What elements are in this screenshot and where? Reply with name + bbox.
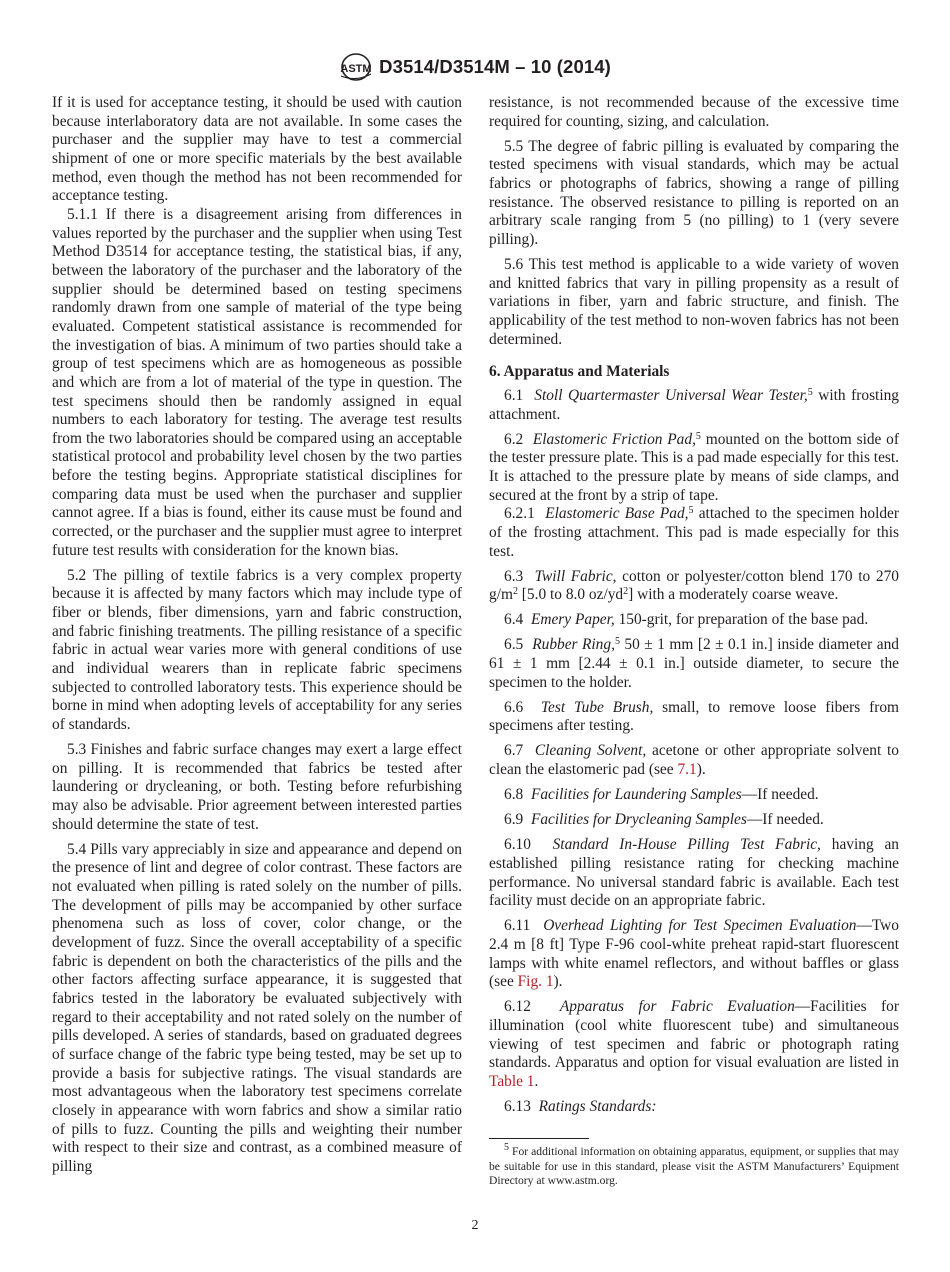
item-term: Rubber Ring, [532,636,615,654]
item-term: Apparatus for Fabric Evaluation [559,998,795,1016]
item-6-1: 6.1 Stoll Quartermaster Universal Wear Tester,$^5$ with frosting attachment. [489,386,899,423]
item-6-2: 6.2 Elastomeric Friction Pad,$^5$ mounted on the bottom side of the tester pressure plate. This is a pad made especially for this test. It is attached to the pressure plate by means of side clamps, and secured at the front by a strip of tape. [489,430,900,504]
footnote-ref[interactable]: 5 [807,386,813,398]
footnote-mark: 5 [504,1142,509,1153]
link-section-7-1[interactable]: 7.1 [677,761,697,779]
item-6-4: 6.4 Emery Paper, 150-grit, for preparation of the base pad. [504,611,869,629]
page-header [0,52,950,82]
paragraph-5-6: 5.6 This test method is applicable to a wide variety of woven and knitted fabrics that vary in pilling propensity as a result of variations in fiber, yarn and fabric structure, and finish. The applicability of the test method to non-woven fabrics has not been determined. [489,256,899,348]
item-term: Test Tube Brush, [540,698,654,716]
item-6-13: 6.13 Ratings Standards: [504,1097,657,1115]
item-term: Facilities for Drycleaning Samples [530,811,747,829]
footnote-5: $^5$ For additional information on obtaining apparatus, equipment, or supplies that may be suitable for use in this standard, please visit the ASTM Manufacturers’ Equipment Directory at www.astm.org. [489,1142,899,1187]
item-term: Cleaning Solvent, [534,742,647,760]
item-term: Overhead Lighting for Test Specimen Evaluation [543,917,857,935]
item-6-12: 6.12 Apparatus for Fabric Evaluation—Facilities for illumination (cool white fluorescent tube) and simultaneous viewing of test specimen and fabric or photograph rating standards. Apparatus and option for visual evaluation are listed in Table 1. [489,998,900,1090]
item-term: Ratings Standards: [538,1097,657,1115]
paragraph-5-4-continued: resistance, is not recommended because of the excessive time required for counting, sizing, and calculation. [489,94,899,130]
item-6-10: 6.10 Standard In-House Pilling Test Fabric, having an established pilling resistance rating for checking machine performance. No universal standard fabric is available. Each test facility must decide on an appropriate fabric. [489,836,899,910]
footnote-ref[interactable]: 5 [614,636,620,648]
paragraph-5-4: 5.4 Pills vary appreciably in size and appearance and depend on the presence of lint and degree of color contrast. These factors are not evaluated when pilling is rated solely on the number of pills. The development of pills may be accompanied by other surface phenomena such as loss of cover, color change, or the development of fuzz. Since the overall acceptability of a specific fabric is dependent on both the characteristics of the pills and the other factors affecting surface appearance, it is suggested that fabrics tested in the laboratory be evaluated subjectively with regard to their acceptability and not rated solely on the number of pills developed. A series of standards, based on graduated degrees of surface change of the fabric type being tested, may be set up to provide a basis for subjective ratings. The visual standards are most advantageous when the laboratory test specimens correlate closely in appearance with worn fabrics and show a similar ratio of pills to fuzz. Counting the pills and weighting their number with respect to their size and contrast, as a combined measure of pilling [52,840,462,1175]
document-id: D3514/D3514M – 10 (2014) [379,56,611,77]
item-6-8: 6.8 Facilities for Laundering Samples—If needed. [504,786,819,804]
paragraph-5-3: 5.3 Finishes and fabric surface changes may exert a large effect on pilling. It is recommended that fabrics be tested after laundering or drycleaning, or both. Testing before refurbishing may also be advisable. Prior agreement between interested parties should determine the state of test. [52,741,462,833]
item-term: Emery Paper, [530,611,615,629]
item-term: Twill Fabric, [534,567,617,585]
item-6-5: 6.5 Rubber Ring,$^5$ 50 ± 1 mm [2 ± 0.1 in.] inside diameter and 61 ± 1 mm [2.44 ± 0.1 in.] outside diameter, to secure the specimen to the holder. [489,636,899,691]
item-term: Facilities for Laundering Samples [530,786,742,804]
paragraph-5-1-continued: If it is used for acceptance testing, it should be used with caution because interlaboratory data are not available. In some cases the purchaser and the supplier may have to test a commercial shipment of one or more specific materials by the best available method, even though the method has not been recommended for acceptance testing. [52,94,462,205]
paragraph-5-1-1: 5.1.1 If there is a disagreement arising from differences in values reported by the purchaser and the supplier when using Test Method D3514 for acceptance testing, the statistical bias, if any, between the laboratory of the purchaser and the laboratory of the supplier should be determined based on testing specimens randomly drawn from one sample of material of the type being evaluated. Competent statistical assistance is recommended for the investigation of bias. A minimum of two parties should take a group of test specimens which are as homogeneous as possible and which are from a lot of material of the type in question. The test specimens should then be randomly assigned in equal numbers to each laboratory for testing. The average test results from the two laboratories should be compared using an acceptable statistical protocol and probability level chosen by the two parties before the testing begins. Appropriate statistical disciplines for comparing data must be used when the purchaser and supplier cannot agree. If a bias is found, either its cause must be found and corrected, or the purchaser and the supplier must agree to interpret future test results with consideration for the known bias. [52,205,462,559]
item-6-6: 6.6 Test Tube Brush, small, to remove loose fibers from specimens after testing. [489,698,899,735]
item-6-2-1: 6.2.1 Elastomeric Base Pad,$^5$ attached to the specimen holder of the frosting attachment. This pad is made especially for this test. [489,505,900,560]
svg-text:ASTM: ASTM [340,63,372,75]
link-table-1[interactable]: Table 1 [489,1072,535,1090]
item-term: Stoll Quartermaster Universal Wear Tester, [534,386,808,404]
astm-logo-icon [339,52,373,82]
paragraph-5-2: 5.2 The pilling of textile fabrics is a very complex property because it is affected by many factors which may include type of fiber or blends, fiber dimensions, yarn and fabric construction, and fabric finishing treatments. The pilling resistance of a specific fabric in actual wear varies more with general conditions of use and individual wearers than in replicate fabric specimens subjected to controlled laboratory tests. This experience should be borne in mind when adopting levels of acceptability for any series of standards. [52,566,462,734]
right-column [489,94,899,1117]
item-6-11: 6.11 Overhead Lighting for Test Specimen Evaluation—Two 2.4 m [8 ft] Type F-96 cool-white preheat rapid-start fluorescent lamps with white enamel reflectors, and without baffles or glass (see Fig. 1). [489,917,899,991]
paragraph-5-5: 5.5 The degree of fabric pilling is evaluated by comparing the tested specimens with visual standards, which may be actual fabrics or photographs of fabrics, showing a range of pilling resistance. The observed resistance to pilling is reported on an arbitrary scale ranging from 5 (no pilling) to 1 (very severe pilling). [489,137,899,248]
item-term: Elastomeric Base Pad, [545,505,689,523]
link-figure-1[interactable]: Fig. 1 [517,973,554,991]
page-number: 2 [471,1218,479,1233]
item-6-9: 6.9 Facilities for Drycleaning Samples—If needed. [504,811,824,829]
item-6-3: 6.3 Twill Fabric, cotton or polyester/cotton blend 170 to 270 $g/m^2$ [5.0 to 8.0 $oz/yd^2$] with a moderately coarse weave. [489,567,899,604]
item-term: Elastomeric Friction Pad, [532,430,696,448]
footnote-ref[interactable]: 5 [695,430,701,442]
item-6-7: 6.7 Cleaning Solvent, acetone or other appropriate solvent to clean the elastomeric pad (see 7.1). [489,742,899,779]
footnote-ref[interactable]: 5 [688,505,694,517]
footnote-divider [489,1138,589,1139]
item-term: Standard In-House Pilling Test Fabric, [552,836,821,854]
left-column [52,94,462,1177]
section-6-heading: 6. Apparatus and Materials [489,363,670,381]
